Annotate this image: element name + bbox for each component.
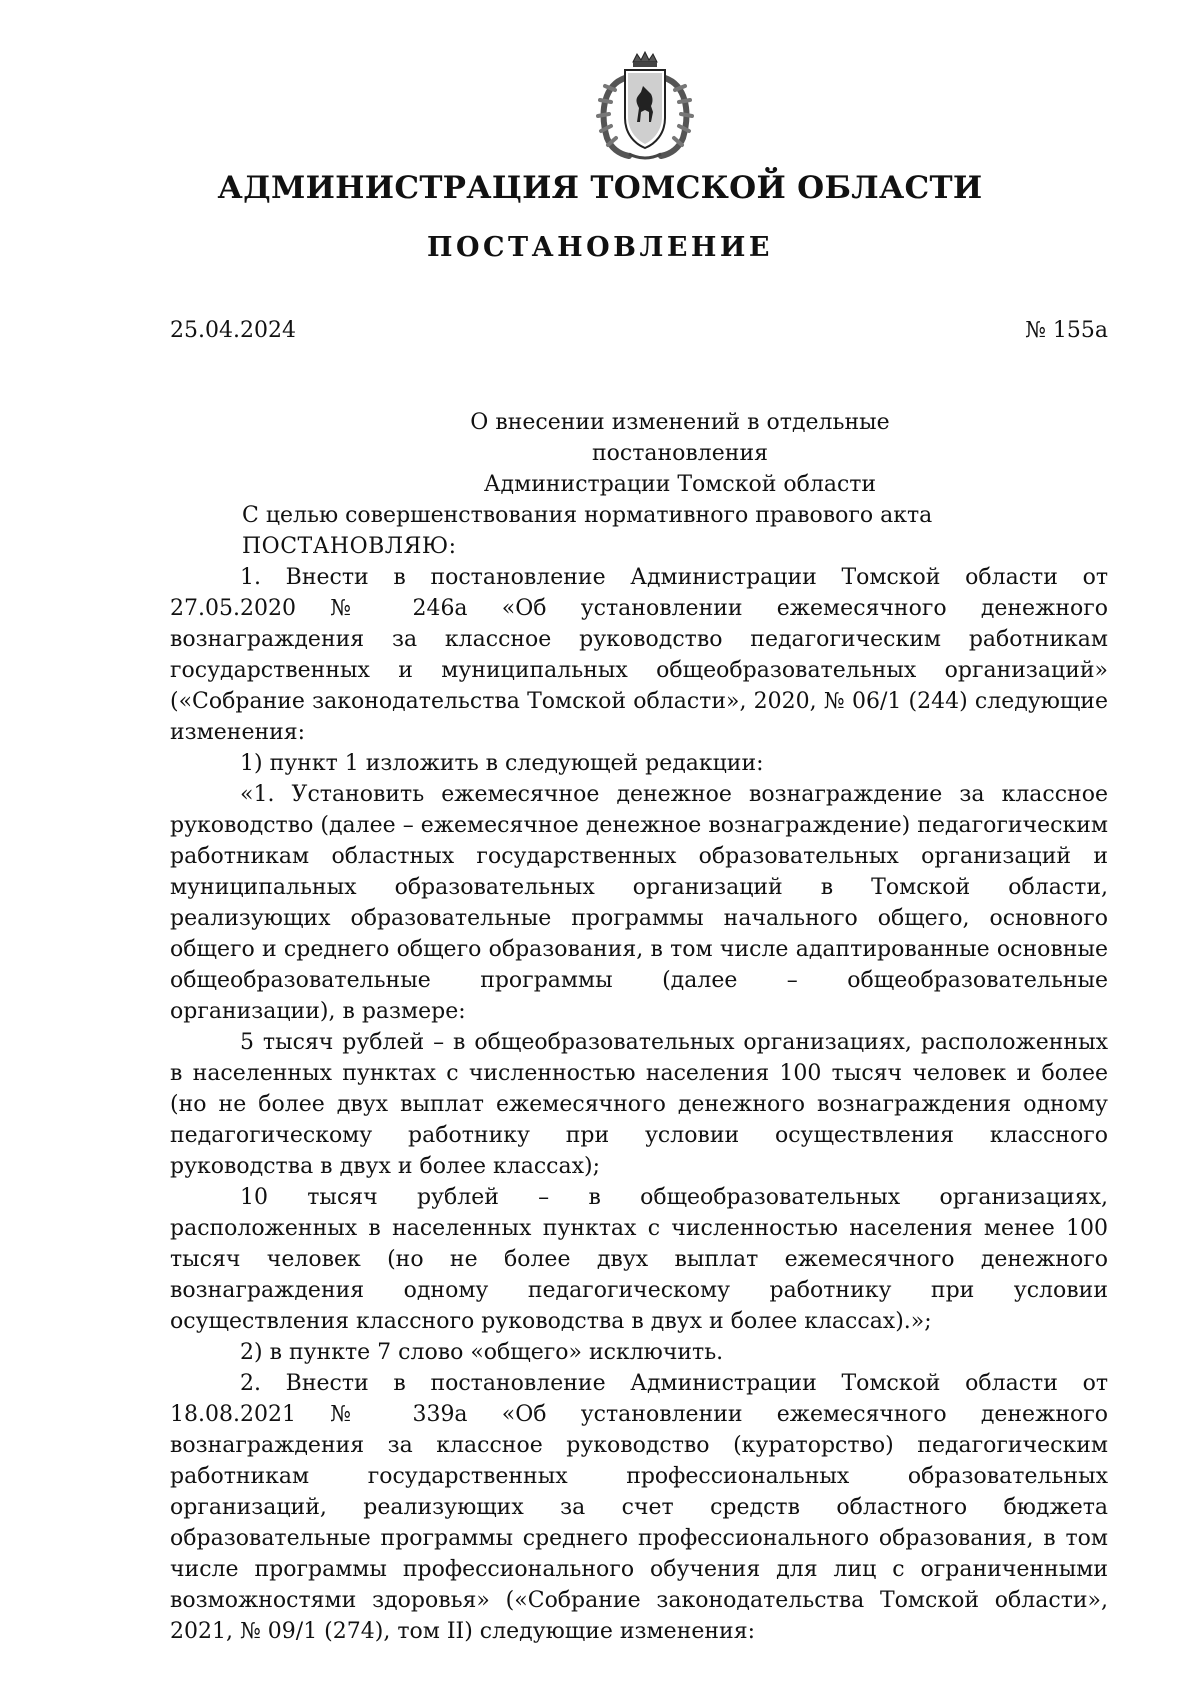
- document-number: № 155а: [1025, 318, 1108, 343]
- paragraph-2: 2. Внести в постановление Администрации Томской области от 18.08.2021 № 339а «Об установлении ежемесячного денежного вознаграждения за классное руководство (кураторство) педагогическим работникам государственных профессиональных образовательных организаций, реализующих за счет средств областного бюджета образовательные программы среднего профессионального образования, в том числе программы профессионального обучения для лиц с ограниченными возможностями здоровья» («Собрание законодательства Томской области», 2021, № 09/1 (274), том II) следующие изменения:: [170, 1371, 1108, 1644]
- document-date: 25.04.2024: [170, 318, 296, 343]
- coat-of-arms-icon: [585, 50, 705, 162]
- document-subject: [380, 407, 980, 500]
- paragraph-1-item-1: 1) пункт 1 изложить в следующей редакции:: [240, 751, 764, 776]
- subject-line: Администрации Томской области: [483, 472, 877, 497]
- paragraph-1: 1. Внести в постановление Администрации Томской области от 27.05.2020 № 246а «Об установлении ежемесячного денежного вознаграждения за классное руководство педагогическим работникам государственных и муниципальных общеобразовательных организаций» («Собрание законодательства Томской области», 2020, № 06/1 (244) следующие изменения:: [170, 565, 1108, 745]
- resolve-heading: ПОСТАНОВЛЯЮ:: [242, 534, 457, 559]
- paragraph-1-item-2: 2) в пункте 7 слово «общего» исключить.: [240, 1340, 724, 1365]
- subject-line: О внесении изменений в отдельные постановления: [470, 410, 890, 466]
- intro-paragraph: С целью совершенствования нормативного правового акта: [242, 503, 933, 528]
- organization-title: АДМИНИСТРАЦИЯ ТОМСКОЙ ОБЛАСТИ: [217, 170, 983, 206]
- paragraph-1-item-1-text: «1. Установить ежемесячное денежное вознаграждение за классное руководство (далее – ежемесячное денежное вознаграждение) педагогическим работникам областных государственных образовательных организаций и муниципальных образовательных организаций в Томской области, реализующих образовательные программы начального общего, основного общего и среднего общего образования, в том числе адаптированные основные общеобразовательные программы (далее – общеобразовательные организации), в размере:: [170, 782, 1108, 1024]
- document-type-heading: ПОСТАНОВЛЕНИЕ: [427, 232, 773, 263]
- paragraph-1-item-1-a: 5 тысяч рублей – в общеобразовательных организациях, расположенных в населенных пунктах с численностью населения 100 тысяч человек и более (но не более двух выплат ежемесячного денежного вознаграждения одному педагогическому работнику при условии осуществления классного руководства в двух и более классах);: [170, 1030, 1108, 1179]
- paragraph-1-item-1-b: 10 тысяч рублей – в общеобразовательных организациях, расположенных в населенных пунктах с численностью населения менее 100 тысяч человек (но не более двух выплат ежемесячного денежного вознаграждения одному педагогическому работнику при условии осуществления классного руководства в двух и более классах).»;: [170, 1185, 1108, 1334]
- document-body: [170, 500, 1108, 1647]
